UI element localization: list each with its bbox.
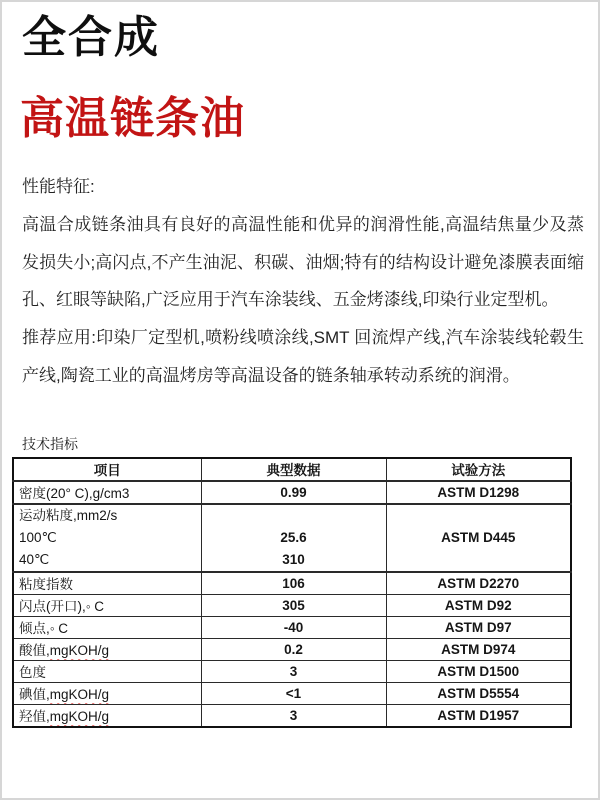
cell-method: ASTM D445: [386, 504, 571, 572]
page-content: [2, 2, 598, 728]
cell-item: 羟值,mgKOH/g: [13, 704, 201, 727]
cell-item: 闪点(开口),◦ C: [13, 594, 201, 616]
cell-item: 酸值,mgKOH/g: [13, 638, 201, 660]
specs-table: [12, 457, 572, 728]
table-row-density: [13, 481, 571, 504]
cell-method: ASTM D1298: [386, 481, 571, 504]
cell-value: <1: [201, 682, 386, 704]
header-typical-data: 典型数据: [201, 458, 386, 481]
product-title: 全合成: [22, 13, 160, 62]
cell-method: ASTM D5554: [386, 682, 571, 704]
cell-item: 碘值,mgKOH/g: [13, 682, 201, 704]
cell-item: 粘度指数: [13, 572, 201, 595]
cell-value: 106: [201, 572, 386, 595]
performance-label: 性能特征:: [22, 177, 95, 196]
cell-method: ASTM D974: [386, 638, 571, 660]
table-header-row: [13, 458, 571, 481]
cell-method: ASTM D1500: [386, 660, 571, 682]
cell-value: 3: [201, 704, 386, 727]
cell-item: [13, 504, 201, 572]
table-row-viscosity-index: [13, 572, 571, 595]
cell-value: 305: [201, 594, 386, 616]
viscosity-line: 运动粘度,mm2/s: [19, 507, 118, 523]
table-row-viscosity: [13, 504, 571, 572]
cell-method: ASTM D2270: [386, 572, 571, 595]
cell-value: 0.2: [201, 638, 386, 660]
spellcheck-squiggle: ,mgKOH/g: [46, 687, 110, 703]
viscosity-40c: 40℃: [19, 551, 50, 567]
table-row-hydroxyl-value: [13, 704, 571, 727]
spellcheck-squiggle: ,mgKOH/g: [46, 643, 110, 659]
cell-value: -40: [201, 616, 386, 638]
viscosity-100c: 100℃: [19, 529, 57, 545]
table-row-flash-point: [13, 594, 571, 616]
cell-value: 25.6 310: [201, 504, 386, 572]
applications-paragraph: 推荐应用:印染厂定型机,喷粉线喷涂线,SMT 回流焊产线,汽车涂装线轮毂生产线,陶瓷工业的高温烤房等高温设备的链条轴承转动系统的润滑。: [22, 328, 584, 385]
table-row-pour-point: [13, 616, 571, 638]
cell-method: ASTM D97: [386, 616, 571, 638]
specs-title: 技术指标: [22, 435, 78, 452]
description-block: [22, 168, 584, 395]
table-row-iodine-value: [13, 682, 571, 704]
table-row-color: [13, 660, 571, 682]
performance-paragraph: 高温合成链条油具有良好的高温性能和优异的润滑性能,高温结焦量少及蒸发损失小;高闪点,不产生油泥、积碳、油烟;特有的结构设计避免漆膜表面缩孔、红眼等缺陷,广泛应用于汽车涂装线、五金烤漆线,印染行业定型机。: [22, 214, 584, 310]
cell-item: 色度: [13, 660, 201, 682]
header-item: 项目: [13, 458, 201, 481]
spellcheck-squiggle: ,mgKOH/g: [46, 709, 110, 725]
cell-item: 倾点,◦ C: [13, 616, 201, 638]
product-subtitle: 高温链条油: [20, 94, 245, 143]
cell-method: ASTM D92: [386, 594, 571, 616]
cell-method: ASTM D1957: [386, 704, 571, 727]
cell-value: 0.99: [201, 481, 386, 504]
cell-value: 3: [201, 660, 386, 682]
header-test-method: 试验方法: [386, 458, 571, 481]
table-row-acid-value: [13, 638, 571, 660]
cell-item: 密度(20° C),g/cm3: [13, 481, 201, 504]
